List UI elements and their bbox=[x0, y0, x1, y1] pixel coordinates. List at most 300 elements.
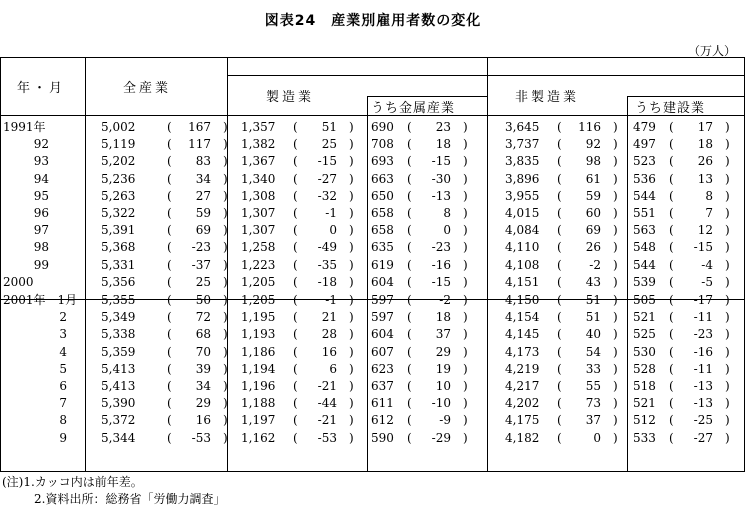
close-paren: ) bbox=[349, 206, 354, 220]
row-label: 4 bbox=[59, 344, 67, 359]
cell-value-mfg: 1,195 bbox=[241, 310, 276, 325]
table-row bbox=[1, 292, 745, 309]
cell-value-metal: 635 bbox=[371, 240, 394, 255]
cell-change-mfg: 6 bbox=[329, 361, 337, 376]
row-label: 3 bbox=[59, 327, 67, 342]
cell-change-metal: -23 bbox=[431, 240, 451, 255]
cell-change-mfg: -15 bbox=[317, 154, 337, 169]
cell-value-metal: 604 bbox=[371, 274, 394, 289]
cell-value-total: 5,413 bbox=[101, 379, 136, 393]
close-paren: ) bbox=[725, 171, 730, 186]
open-paren: ( bbox=[669, 430, 674, 445]
open-paren: ( bbox=[669, 240, 674, 255]
header-total: 全産業 bbox=[123, 81, 172, 96]
cell-value-cons: 536 bbox=[633, 171, 656, 186]
close-paren: ) bbox=[463, 206, 468, 220]
close-paren: ) bbox=[223, 120, 228, 134]
cell-value-nonmfg: 4,182 bbox=[505, 430, 540, 445]
cell-change-nonmfg: 37 bbox=[585, 413, 601, 428]
cell-value-mfg: 1,193 bbox=[241, 327, 276, 342]
close-paren: ) bbox=[725, 430, 730, 445]
cell-value-mfg: 1,205 bbox=[241, 274, 276, 289]
row-label: 93 bbox=[33, 154, 49, 169]
close-paren: ) bbox=[463, 257, 468, 272]
close-paren: ) bbox=[725, 206, 730, 220]
close-paren: ) bbox=[223, 396, 228, 411]
cell-change-mfg: -27 bbox=[317, 171, 337, 186]
close-paren: ) bbox=[613, 240, 618, 255]
cell-change-metal: 37 bbox=[435, 327, 451, 342]
open-paren: ( bbox=[669, 137, 674, 152]
table-row bbox=[1, 344, 745, 361]
close-paren: ) bbox=[463, 293, 468, 307]
table-row bbox=[1, 136, 745, 153]
cell-value-cons: 497 bbox=[633, 137, 656, 152]
cell-change-metal: 10 bbox=[435, 379, 451, 393]
cell-change-mfg: -21 bbox=[317, 379, 337, 393]
close-paren: ) bbox=[349, 344, 354, 359]
close-paren: ) bbox=[463, 327, 468, 342]
cell-value-nonmfg: 4,145 bbox=[505, 327, 540, 342]
table-row bbox=[1, 188, 745, 205]
cell-value-total: 5,263 bbox=[101, 188, 136, 203]
close-paren: ) bbox=[223, 223, 228, 238]
cell-value-mfg: 1,357 bbox=[241, 120, 276, 134]
cell-change-cons: -4 bbox=[701, 257, 713, 272]
unit-label: （万人） bbox=[687, 44, 736, 58]
table-row bbox=[1, 430, 745, 447]
close-paren: ) bbox=[613, 430, 618, 445]
close-paren: ) bbox=[223, 257, 228, 272]
cell-change-mfg: 28 bbox=[321, 327, 337, 342]
cell-value-cons: 563 bbox=[633, 223, 656, 238]
open-paren: ( bbox=[407, 188, 412, 203]
cell-change-cons: 8 bbox=[705, 188, 713, 203]
close-paren: ) bbox=[463, 379, 468, 393]
close-paren: ) bbox=[725, 120, 730, 134]
open-paren: ( bbox=[557, 379, 562, 393]
close-paren: ) bbox=[613, 361, 618, 376]
close-paren: ) bbox=[349, 361, 354, 376]
table-row bbox=[1, 274, 745, 291]
close-paren: ) bbox=[223, 310, 228, 325]
cell-change-total: 69 bbox=[195, 223, 211, 238]
open-paren: ( bbox=[669, 154, 674, 169]
open-paren: ( bbox=[293, 396, 298, 411]
cell-change-metal: -30 bbox=[431, 171, 451, 186]
table-row bbox=[1, 239, 745, 256]
close-paren: ) bbox=[463, 240, 468, 255]
open-paren: ( bbox=[293, 154, 298, 169]
open-paren: ( bbox=[557, 154, 562, 169]
row-label: 2 bbox=[59, 310, 67, 325]
close-paren: ) bbox=[725, 413, 730, 428]
cell-value-nonmfg: 4,110 bbox=[505, 240, 540, 255]
close-paren: ) bbox=[223, 171, 228, 186]
open-paren: ( bbox=[407, 361, 412, 376]
cell-change-metal: -13 bbox=[431, 188, 451, 203]
open-paren: ( bbox=[557, 310, 562, 325]
open-paren: ( bbox=[557, 327, 562, 342]
close-paren: ) bbox=[463, 430, 468, 445]
cell-value-cons: 544 bbox=[633, 188, 656, 203]
cell-change-cons: -25 bbox=[693, 413, 713, 428]
open-paren: ( bbox=[167, 327, 172, 342]
cell-change-mfg: 21 bbox=[321, 310, 337, 325]
close-paren: ) bbox=[349, 310, 354, 325]
cell-change-nonmfg: 43 bbox=[585, 274, 601, 289]
close-paren: ) bbox=[463, 413, 468, 428]
cell-value-nonmfg: 4,108 bbox=[505, 257, 540, 272]
table-row bbox=[1, 205, 745, 222]
cell-value-mfg: 1,382 bbox=[241, 137, 276, 152]
open-paren: ( bbox=[167, 274, 172, 289]
cell-value-nonmfg: 3,955 bbox=[505, 188, 540, 203]
cell-change-metal: 8 bbox=[443, 206, 451, 220]
cell-change-cons: 17 bbox=[697, 120, 713, 134]
cell-value-mfg: 1,307 bbox=[241, 223, 276, 238]
cell-value-nonmfg: 4,015 bbox=[505, 206, 540, 220]
row-label: 6 bbox=[59, 379, 67, 393]
close-paren: ) bbox=[223, 274, 228, 289]
open-paren: ( bbox=[293, 137, 298, 152]
cell-value-metal: 619 bbox=[371, 257, 394, 272]
cell-change-total: -53 bbox=[191, 430, 211, 445]
open-paren: ( bbox=[293, 430, 298, 445]
cell-value-mfg: 1,197 bbox=[241, 413, 276, 428]
cell-value-cons: 505 bbox=[633, 293, 656, 307]
close-paren: ) bbox=[349, 188, 354, 203]
cell-change-total: 72 bbox=[195, 310, 211, 325]
cell-value-total: 5,356 bbox=[101, 274, 136, 289]
open-paren: ( bbox=[293, 413, 298, 428]
open-paren: ( bbox=[167, 379, 172, 393]
row-label: 99 bbox=[33, 257, 49, 272]
row-label: 2000 bbox=[3, 274, 34, 289]
cell-change-cons: -13 bbox=[693, 396, 713, 411]
cell-value-metal: 650 bbox=[371, 188, 394, 203]
close-paren: ) bbox=[223, 154, 228, 169]
cell-value-cons: 512 bbox=[633, 413, 656, 428]
cell-change-cons: 7 bbox=[705, 206, 713, 220]
cell-value-mfg: 1,188 bbox=[241, 396, 276, 411]
cell-change-cons: -13 bbox=[693, 379, 713, 393]
cell-value-total: 5,413 bbox=[101, 361, 136, 376]
cell-value-cons: 528 bbox=[633, 361, 656, 376]
close-paren: ) bbox=[349, 413, 354, 428]
cell-change-nonmfg: 73 bbox=[585, 396, 601, 411]
open-paren: ( bbox=[407, 293, 412, 307]
open-paren: ( bbox=[669, 274, 674, 289]
open-paren: ( bbox=[669, 206, 674, 220]
close-paren: ) bbox=[725, 257, 730, 272]
cell-value-cons: 539 bbox=[633, 274, 656, 289]
open-paren: ( bbox=[669, 223, 674, 238]
open-paren: ( bbox=[293, 344, 298, 359]
open-paren: ( bbox=[293, 120, 298, 134]
row-label: 94 bbox=[33, 171, 49, 186]
cell-change-total: 50 bbox=[195, 293, 211, 307]
close-paren: ) bbox=[725, 344, 730, 359]
close-paren: ) bbox=[463, 310, 468, 325]
cell-change-metal: 19 bbox=[435, 361, 451, 376]
cell-change-metal: -29 bbox=[431, 430, 451, 445]
cell-value-nonmfg: 4,219 bbox=[505, 361, 540, 376]
open-paren: ( bbox=[293, 223, 298, 238]
cell-value-mfg: 1,194 bbox=[241, 361, 276, 376]
cell-change-cons: -16 bbox=[693, 344, 713, 359]
close-paren: ) bbox=[349, 274, 354, 289]
close-paren: ) bbox=[613, 171, 618, 186]
close-paren: ) bbox=[725, 154, 730, 169]
close-paren: ) bbox=[223, 240, 228, 255]
close-paren: ) bbox=[349, 327, 354, 342]
header-metal: うち金属産業 bbox=[371, 101, 456, 116]
cell-change-nonmfg: 61 bbox=[585, 171, 601, 186]
table-row bbox=[1, 171, 745, 188]
cell-value-total: 5,372 bbox=[101, 413, 136, 428]
row-label: 5 bbox=[59, 361, 67, 376]
cell-value-cons: 521 bbox=[633, 310, 656, 325]
open-paren: ( bbox=[557, 257, 562, 272]
cell-value-total: 5,322 bbox=[101, 206, 136, 220]
cell-change-mfg: -49 bbox=[317, 240, 337, 255]
cell-value-nonmfg: 4,173 bbox=[505, 344, 540, 359]
page-title: 図表24 産業別雇用者数の変化 bbox=[264, 13, 482, 29]
open-paren: ( bbox=[293, 171, 298, 186]
close-paren: ) bbox=[463, 274, 468, 289]
open-paren: ( bbox=[407, 120, 412, 134]
cell-change-metal: 0 bbox=[443, 223, 451, 238]
open-paren: ( bbox=[293, 188, 298, 203]
close-paren: ) bbox=[725, 274, 730, 289]
cell-change-cons: -23 bbox=[693, 327, 713, 342]
cell-change-nonmfg: 92 bbox=[585, 137, 601, 152]
cell-change-nonmfg: 69 bbox=[585, 223, 601, 238]
cell-value-total: 5,391 bbox=[101, 223, 136, 238]
cell-value-total: 5,349 bbox=[101, 310, 136, 325]
open-paren: ( bbox=[293, 293, 298, 307]
open-paren: ( bbox=[167, 396, 172, 411]
cell-value-metal: 637 bbox=[371, 379, 394, 393]
cell-change-total: 34 bbox=[195, 379, 211, 393]
cell-value-nonmfg: 3,835 bbox=[505, 154, 540, 169]
table-row bbox=[1, 257, 745, 274]
note-1: (注)1.カッコ内は前年差。 bbox=[2, 475, 143, 489]
cell-change-mfg: -1 bbox=[325, 206, 337, 220]
cell-value-cons: 533 bbox=[633, 430, 656, 445]
header-divider bbox=[227, 75, 745, 76]
open-paren: ( bbox=[669, 171, 674, 186]
cell-change-mfg: -35 bbox=[317, 257, 337, 272]
open-paren: ( bbox=[669, 379, 674, 393]
cell-change-cons: -15 bbox=[693, 240, 713, 255]
close-paren: ) bbox=[613, 413, 618, 428]
cell-value-total: 5,344 bbox=[101, 430, 136, 445]
cell-change-nonmfg: 116 bbox=[578, 120, 601, 134]
open-paren: ( bbox=[407, 327, 412, 342]
close-paren: ) bbox=[349, 240, 354, 255]
open-paren: ( bbox=[669, 413, 674, 428]
cell-change-cons: 26 bbox=[697, 154, 713, 169]
open-paren: ( bbox=[293, 257, 298, 272]
cell-value-nonmfg: 3,737 bbox=[505, 137, 540, 152]
close-paren: ) bbox=[463, 188, 468, 203]
close-paren: ) bbox=[223, 137, 228, 152]
cell-change-cons: -11 bbox=[693, 310, 713, 325]
row-label: 9 bbox=[59, 430, 67, 445]
close-paren: ) bbox=[725, 361, 730, 376]
open-paren: ( bbox=[669, 257, 674, 272]
table-row bbox=[1, 222, 745, 239]
close-paren: ) bbox=[725, 240, 730, 255]
open-paren: ( bbox=[669, 344, 674, 359]
open-paren: ( bbox=[293, 240, 298, 255]
cell-value-metal: 604 bbox=[371, 327, 394, 342]
open-paren: ( bbox=[407, 430, 412, 445]
cell-change-total: 83 bbox=[195, 154, 211, 169]
close-paren: ) bbox=[463, 361, 468, 376]
cell-change-total: 29 bbox=[195, 396, 211, 411]
cell-value-metal: 690 bbox=[371, 120, 394, 134]
cell-change-mfg: -18 bbox=[317, 274, 337, 289]
open-paren: ( bbox=[557, 137, 562, 152]
cell-change-cons: 13 bbox=[697, 171, 713, 186]
cell-change-metal: -10 bbox=[431, 396, 451, 411]
open-paren: ( bbox=[167, 361, 172, 376]
close-paren: ) bbox=[223, 293, 228, 307]
close-paren: ) bbox=[223, 361, 228, 376]
open-paren: ( bbox=[167, 430, 172, 445]
cell-value-metal: 658 bbox=[371, 206, 394, 220]
cell-value-metal: 663 bbox=[371, 171, 394, 186]
open-paren: ( bbox=[407, 154, 412, 169]
close-paren: ) bbox=[613, 310, 618, 325]
open-paren: ( bbox=[557, 293, 562, 307]
close-paren: ) bbox=[463, 154, 468, 169]
cell-value-metal: 623 bbox=[371, 361, 394, 376]
cell-change-total: 59 bbox=[195, 206, 211, 220]
cell-value-total: 5,202 bbox=[101, 154, 136, 169]
open-paren: ( bbox=[669, 327, 674, 342]
cell-value-total: 5,119 bbox=[101, 137, 136, 152]
open-paren: ( bbox=[407, 240, 412, 255]
cell-change-mfg: 25 bbox=[321, 137, 337, 152]
cell-value-nonmfg: 4,150 bbox=[505, 293, 540, 307]
cell-change-nonmfg: 51 bbox=[585, 293, 601, 307]
row-label: 7 bbox=[59, 396, 67, 411]
cell-value-metal: 693 bbox=[371, 154, 394, 169]
close-paren: ) bbox=[613, 137, 618, 152]
open-paren: ( bbox=[557, 206, 562, 220]
open-paren: ( bbox=[167, 293, 172, 307]
close-paren: ) bbox=[613, 344, 618, 359]
cell-value-total: 5,390 bbox=[101, 396, 136, 411]
close-paren: ) bbox=[349, 379, 354, 393]
close-paren: ) bbox=[725, 379, 730, 393]
cell-value-metal: 612 bbox=[371, 413, 394, 428]
open-paren: ( bbox=[293, 206, 298, 220]
cell-value-mfg: 1,307 bbox=[241, 206, 276, 220]
header-manufacturing: 製造業 bbox=[266, 90, 315, 105]
open-paren: ( bbox=[167, 310, 172, 325]
cell-value-mfg: 1,162 bbox=[241, 430, 276, 445]
close-paren: ) bbox=[725, 223, 730, 238]
cell-value-nonmfg: 4,154 bbox=[505, 310, 540, 325]
cell-change-nonmfg: 0 bbox=[593, 430, 601, 445]
cell-value-metal: 607 bbox=[371, 344, 394, 359]
open-paren: ( bbox=[407, 344, 412, 359]
close-paren: ) bbox=[349, 171, 354, 186]
open-paren: ( bbox=[557, 240, 562, 255]
open-paren: ( bbox=[407, 310, 412, 325]
close-paren: ) bbox=[613, 274, 618, 289]
cell-change-total: 117 bbox=[188, 137, 211, 152]
row-label: 96 bbox=[33, 206, 49, 220]
cell-change-nonmfg: -2 bbox=[589, 257, 601, 272]
open-paren: ( bbox=[557, 274, 562, 289]
open-paren: ( bbox=[669, 396, 674, 411]
cell-change-total: 16 bbox=[195, 413, 211, 428]
cell-value-mfg: 1,308 bbox=[241, 188, 276, 203]
cell-change-cons: 12 bbox=[697, 223, 713, 238]
open-paren: ( bbox=[293, 310, 298, 325]
cell-change-metal: -15 bbox=[431, 154, 451, 169]
close-paren: ) bbox=[613, 327, 618, 342]
open-paren: ( bbox=[167, 344, 172, 359]
open-paren: ( bbox=[167, 171, 172, 186]
cell-value-nonmfg: 4,084 bbox=[505, 223, 540, 238]
cell-value-mfg: 1,196 bbox=[241, 379, 276, 393]
row-label: 2001年 1月 bbox=[3, 293, 78, 307]
close-paren: ) bbox=[613, 379, 618, 393]
open-paren: ( bbox=[669, 293, 674, 307]
open-paren: ( bbox=[167, 120, 172, 134]
close-paren: ) bbox=[463, 344, 468, 359]
open-paren: ( bbox=[669, 120, 674, 134]
cell-change-cons: 18 bbox=[697, 137, 713, 152]
row-label: 97 bbox=[33, 223, 49, 238]
cell-value-nonmfg: 3,896 bbox=[505, 171, 540, 186]
table-row bbox=[1, 153, 745, 170]
open-paren: ( bbox=[557, 396, 562, 411]
open-paren: ( bbox=[557, 188, 562, 203]
cell-change-nonmfg: 51 bbox=[585, 310, 601, 325]
close-paren: ) bbox=[613, 293, 618, 307]
close-paren: ) bbox=[223, 188, 228, 203]
close-paren: ) bbox=[463, 120, 468, 134]
close-paren: ) bbox=[349, 396, 354, 411]
cell-value-metal: 597 bbox=[371, 293, 394, 307]
open-paren: ( bbox=[557, 120, 562, 134]
close-paren: ) bbox=[463, 396, 468, 411]
close-paren: ) bbox=[349, 120, 354, 134]
cell-value-cons: 521 bbox=[633, 396, 656, 411]
open-paren: ( bbox=[557, 413, 562, 428]
table-row bbox=[1, 395, 745, 412]
open-paren: ( bbox=[557, 344, 562, 359]
close-paren: ) bbox=[725, 137, 730, 152]
cell-value-metal: 590 bbox=[371, 430, 394, 445]
cell-value-total: 5,236 bbox=[101, 171, 136, 186]
close-paren: ) bbox=[223, 379, 228, 393]
cell-change-nonmfg: 54 bbox=[585, 344, 601, 359]
open-paren: ( bbox=[167, 206, 172, 220]
cell-change-nonmfg: 33 bbox=[585, 361, 601, 376]
cell-change-nonmfg: 60 bbox=[585, 206, 601, 220]
cell-value-cons: 530 bbox=[633, 344, 656, 359]
cell-value-cons: 525 bbox=[633, 327, 656, 342]
